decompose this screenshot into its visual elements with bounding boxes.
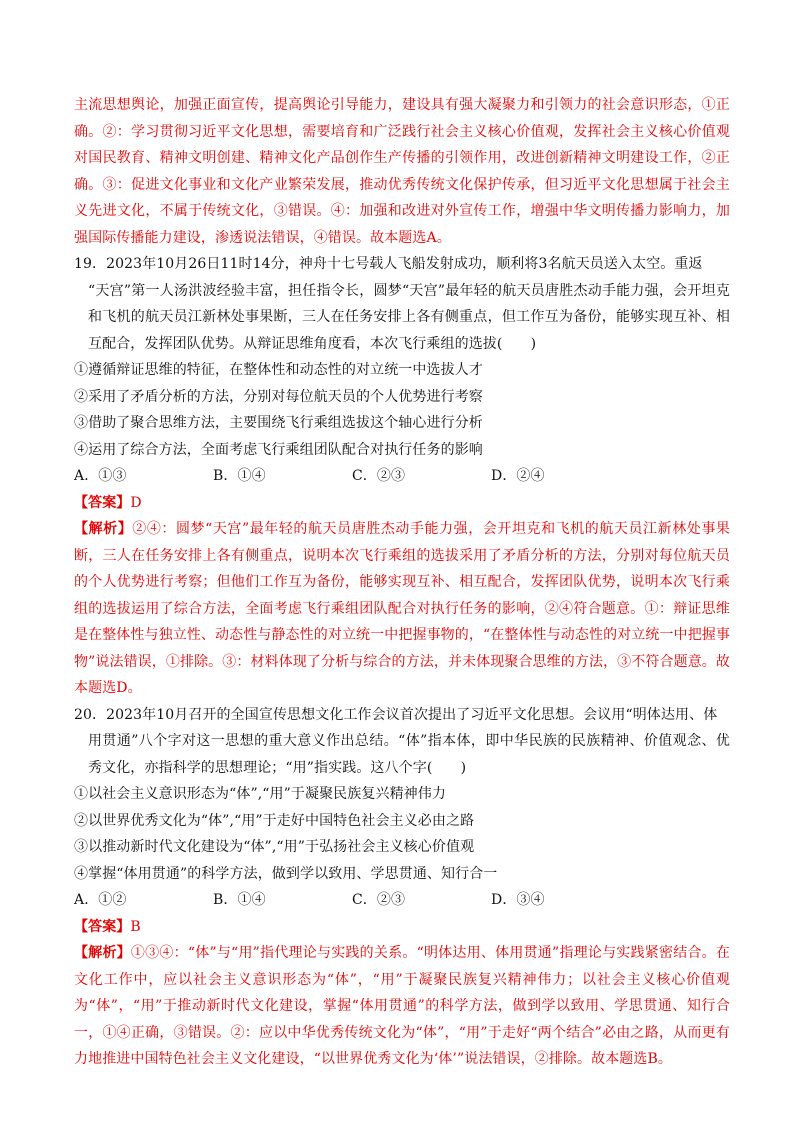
page-content bbox=[74, 92, 730, 1073]
q20-answer-value: B bbox=[130, 918, 141, 935]
q19-option-c: C．②③ bbox=[352, 468, 406, 484]
q20-analysis-text: ①③④：“体”与“用”指代理论与实践的关系。“明体达用、体用贯通”指理论与实践紧密结合。在文化工作中，应以社会主义意识形态为“体”，“用”于凝聚民族复兴精神伟力；以社会主义核心价值观为“体”，“用”于推动新时代文化建设，掌握“体用贯通”的科学方法，做到学以致用、学思贯通、知行合一，①④正确，③错误。②：应以中华优秀传统文化为“体”，“用”于走好“两个结合”必由之路，从而更有力地推进中国特色社会主义文化建设，“以世界优秀文化为‘体’”说法错误，②排除。故本题选B。 bbox=[74, 945, 730, 1067]
q20-answer-tag: 【答案】 bbox=[74, 918, 131, 935]
q19-analysis-text: ②④：圆梦“天宫”最年轻的航天员唐胜杰动手能力强，会开坦克和飞机的航天员江新林处事果断，三人在任务安排上各有侧重点，说明本次飞行乘组的选拔采用了矛盾分析的方法，分别对每位航天员的个人优势进行考察；但他们工作互为备份，能够实现互补、相互配合，发挥团队优势，说明本次飞行乘组的选拔运用了综合方法，全面考虑飞行乘组团队配合对执行任务的影响，②④符合题意。①：辩证思维是在整体性与独立性、动态性与静态性的对立统一中把握事物的，“在整体性与动态性的对立统一中把握事物”说法错误，①排除。③：材料体现了分析与综合的方法，并未体现聚合思维的方法，③不符合题意。故本题选D。 bbox=[74, 521, 730, 696]
q19-stem-line1: 19．2023年10月26日11时14分，神舟十七号载人飞船发射成功，顺利将3名航天员送入太空。重返 bbox=[74, 256, 703, 272]
q19-answer bbox=[74, 490, 730, 517]
q20-stem-line1: 20．2023年10月召开的全国宣传思想文化工作会议首次提出了习近平文化思想。会议用“明体达用、体 bbox=[74, 706, 718, 723]
q20-answer bbox=[74, 914, 730, 941]
q19-statement-4: ④运用了综合方法，全面考虑飞行乘组团队配合对执行任务的影响 bbox=[74, 441, 483, 458]
question-19 bbox=[74, 251, 730, 702]
q19-stem-rest: “天宫”第一人汤洪波经验丰富，担任指令长，圆梦“天宫”最年轻的航天员唐胜杰动手能力强，会开坦克和飞机的航天员江新林处事果断，三人在任务安排上各有侧重点，但工作互为备份，能够实现互补、相互配合，发挥团队优势。从辩证思维角度看，本次飞行乘组的选拔( ) bbox=[88, 282, 730, 352]
q19-option-a: A．①③ bbox=[74, 468, 127, 484]
q20-option-d: D．③④ bbox=[491, 892, 545, 908]
q20-option-c: C．②③ bbox=[352, 892, 406, 908]
q20-analysis-tag: 【解析】 bbox=[74, 945, 131, 961]
q20-analysis bbox=[74, 940, 730, 1073]
q20-statement-4: ④掌握“体用贯通”的科学方法，做到学以致用、学思贯通、知行合一 bbox=[74, 865, 498, 882]
prev-question-explanation: 主流思想舆论，加强正面宣传，提高舆论引导能力，建设具有强大凝聚力和引领力的社会意识形态，①正确。②：学习贯彻习近平文化思想，需要培育和广泛践行社会主义核心价值观，发挥社会主义核心价值观对国民教育、精神文明创建、精神文化产品创作生产传播的引领作用，改进创新精神文明建设工作，②正确。③：促进文化事业和文化产业繁荣发展，推动优秀传统文化保护传承，但习近平文化思想属于社会主义先进文化，不属于传统文化，③错误。④：加强和改进对外宣传工作，增强中华文明传播力影响力，加强国际传播能力建设，渗透说法错误，④错误。故本题选A。 bbox=[74, 97, 730, 246]
q20-stem-rest: 用贯通”八个字对这一思想的重大意义作出总结。“体”指本体，即中华民族的民族精神、价值观念、优秀文化，亦指科学的思想理论；“用”指实践。这八个字( ) bbox=[88, 733, 730, 776]
q20-option-a: A．①② bbox=[74, 892, 127, 908]
question-20 bbox=[74, 702, 730, 1073]
q19-analysis bbox=[74, 516, 730, 702]
q19-options bbox=[74, 463, 730, 490]
q19-answer-tag: 【答案】 bbox=[74, 494, 131, 511]
q20-statement-1: ①以社会主义意识形态为“体”,“用”于凝聚民族复兴精神伟力 bbox=[74, 786, 446, 802]
q19-statement-2: ②采用了矛盾分析的方法，分别对每位航天员的个人优势进行考察 bbox=[74, 388, 483, 405]
q20-statement-2: ②以世界优秀文化为“体”,“用”于走好中国特色社会主义必由之路 bbox=[74, 812, 475, 829]
q19-answer-value: D bbox=[130, 494, 142, 511]
q19-option-d: D．②④ bbox=[491, 468, 545, 484]
q19-statement-3: ③借助了聚合思维方法，主要围绕飞行乘组选拔这个轴心进行分析 bbox=[74, 415, 483, 431]
q19-option-b: B．①④ bbox=[213, 468, 266, 484]
q20-statement-3: ③以推动新时代文化建设为“体”,“用”于弘扬社会主义核心价值观 bbox=[74, 839, 475, 855]
q20-options bbox=[74, 887, 730, 914]
q19-statement-1: ①遵循辩证思维的特征，在整体性和动态性的对立统一中选拔人才 bbox=[74, 362, 483, 378]
q20-option-b: B．①④ bbox=[213, 892, 266, 908]
q19-analysis-tag: 【解析】 bbox=[74, 521, 133, 537]
